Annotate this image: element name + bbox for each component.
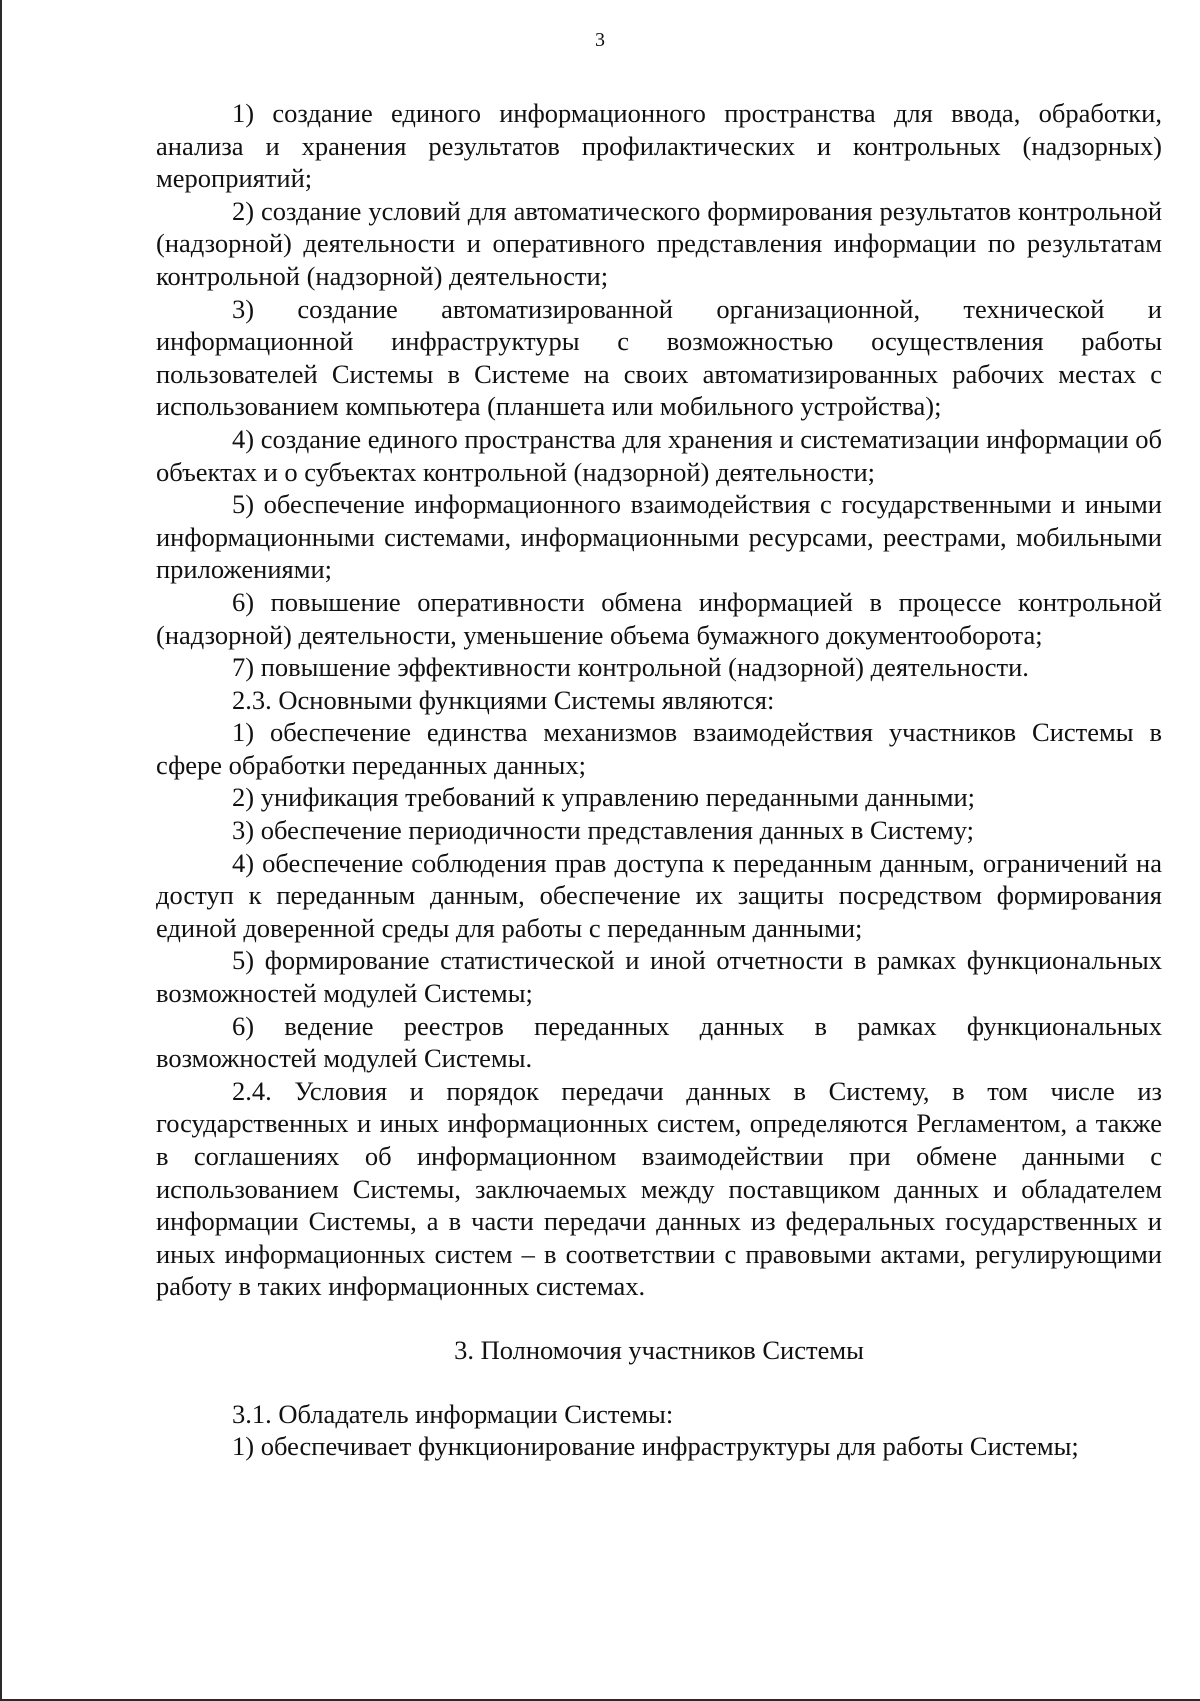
paragraph-function-4: 4) обеспечение соблюдения прав доступа к переданным данным, ограничений на доступ к переданным данным, обеспечение их защиты посредством формирования единой доверенной среды для работы с переданным данными; [156, 847, 1162, 943]
paragraph-goal-2: 2) создание условий для автоматического формирования результатов контрольной (надзорной) деятельности и оперативного представления информации по результатам контрольной (надзорной) деятельности; [156, 195, 1162, 291]
paragraph-3-1-item-1: 1) обеспечивает функционирование инфраструктуры для работы Системы; [232, 1431, 1079, 1462]
scan-left-edge [0, 0, 2, 1701]
paragraph-function-2: 2) унификация требований к управлению переданными данными; [232, 782, 976, 813]
paragraph-function-3: 3) обеспечение периодичности представления данных в Систему; [232, 815, 974, 846]
document-body [156, 97, 1162, 1463]
paragraph-2-3: 2.3. Основными функциями Системы являются: [232, 684, 775, 715]
paragraph-function-1: 1) обеспечение единства механизмов взаимодействия участников Системы в сфере обработки переданных данных; [156, 717, 1162, 780]
paragraph-goal-6: 6) повышение оперативности обмена информацией в процессе контрольной (надзорной) деятельности, уменьшение объема бумажного документооборота; [156, 586, 1162, 650]
paragraph-goal-1: 1) создание единого информационного пространства для ввода, обработки, анализа и хранения результатов профилактических и контрольных (надзорных) мероприятий; [156, 98, 1162, 194]
paragraph-goal-4: 4) создание единого пространства для хранения и систематизации информации об объектах и о субъектах контрольной (надзорной) деятельности; [156, 423, 1162, 487]
section-heading: 3. Полномочия участников Системы [454, 1334, 864, 1365]
page-number: 3 [595, 29, 605, 51]
paragraph-function-6: 6) ведение реестров переданных данных в рамках функциональных возможностей модулей Системы. [156, 1010, 1162, 1074]
paragraph-2-4: 2.4. Условия и порядок передачи данных в Систему, в том числе из государственных и иных информационных систем, определяются Регламентом, а также в соглашениях об информационном взаимодействии при обмене данными с использованием Системы, заключаемых между поставщиком данных и обладателем информации Системы, а в части передачи данных из федеральных государственных и иных информационных систем – в соответствии с правовыми актами, регулирующими работу в таких информационных системах. [156, 1075, 1162, 1302]
paragraph-3-1: 3.1. Обладатель информации Системы: [232, 1398, 674, 1429]
paragraph-goal-7: 7) повышение эффективности контрольной (надзорной) деятельности. [232, 652, 1029, 683]
paragraph-goal-3: 3) создание автоматизированной организационной, технической и информационной инфраструктуры с возможностью осуществления работы пользователей Системы в Системе на своих автоматизированных рабочих местах с использованием компьютера (планшета или мобильного устройства); [156, 293, 1162, 422]
paragraph-goal-5: 5) обеспечение информационного взаимодействия с государственными и иными информационными системами, информационными ресурсами, реестрами, мобильными приложениями; [156, 489, 1162, 585]
paragraph-function-5: 5) формирование статистической и иной отчетности в рамках функциональных возможностей модулей Системы; [156, 945, 1162, 1009]
